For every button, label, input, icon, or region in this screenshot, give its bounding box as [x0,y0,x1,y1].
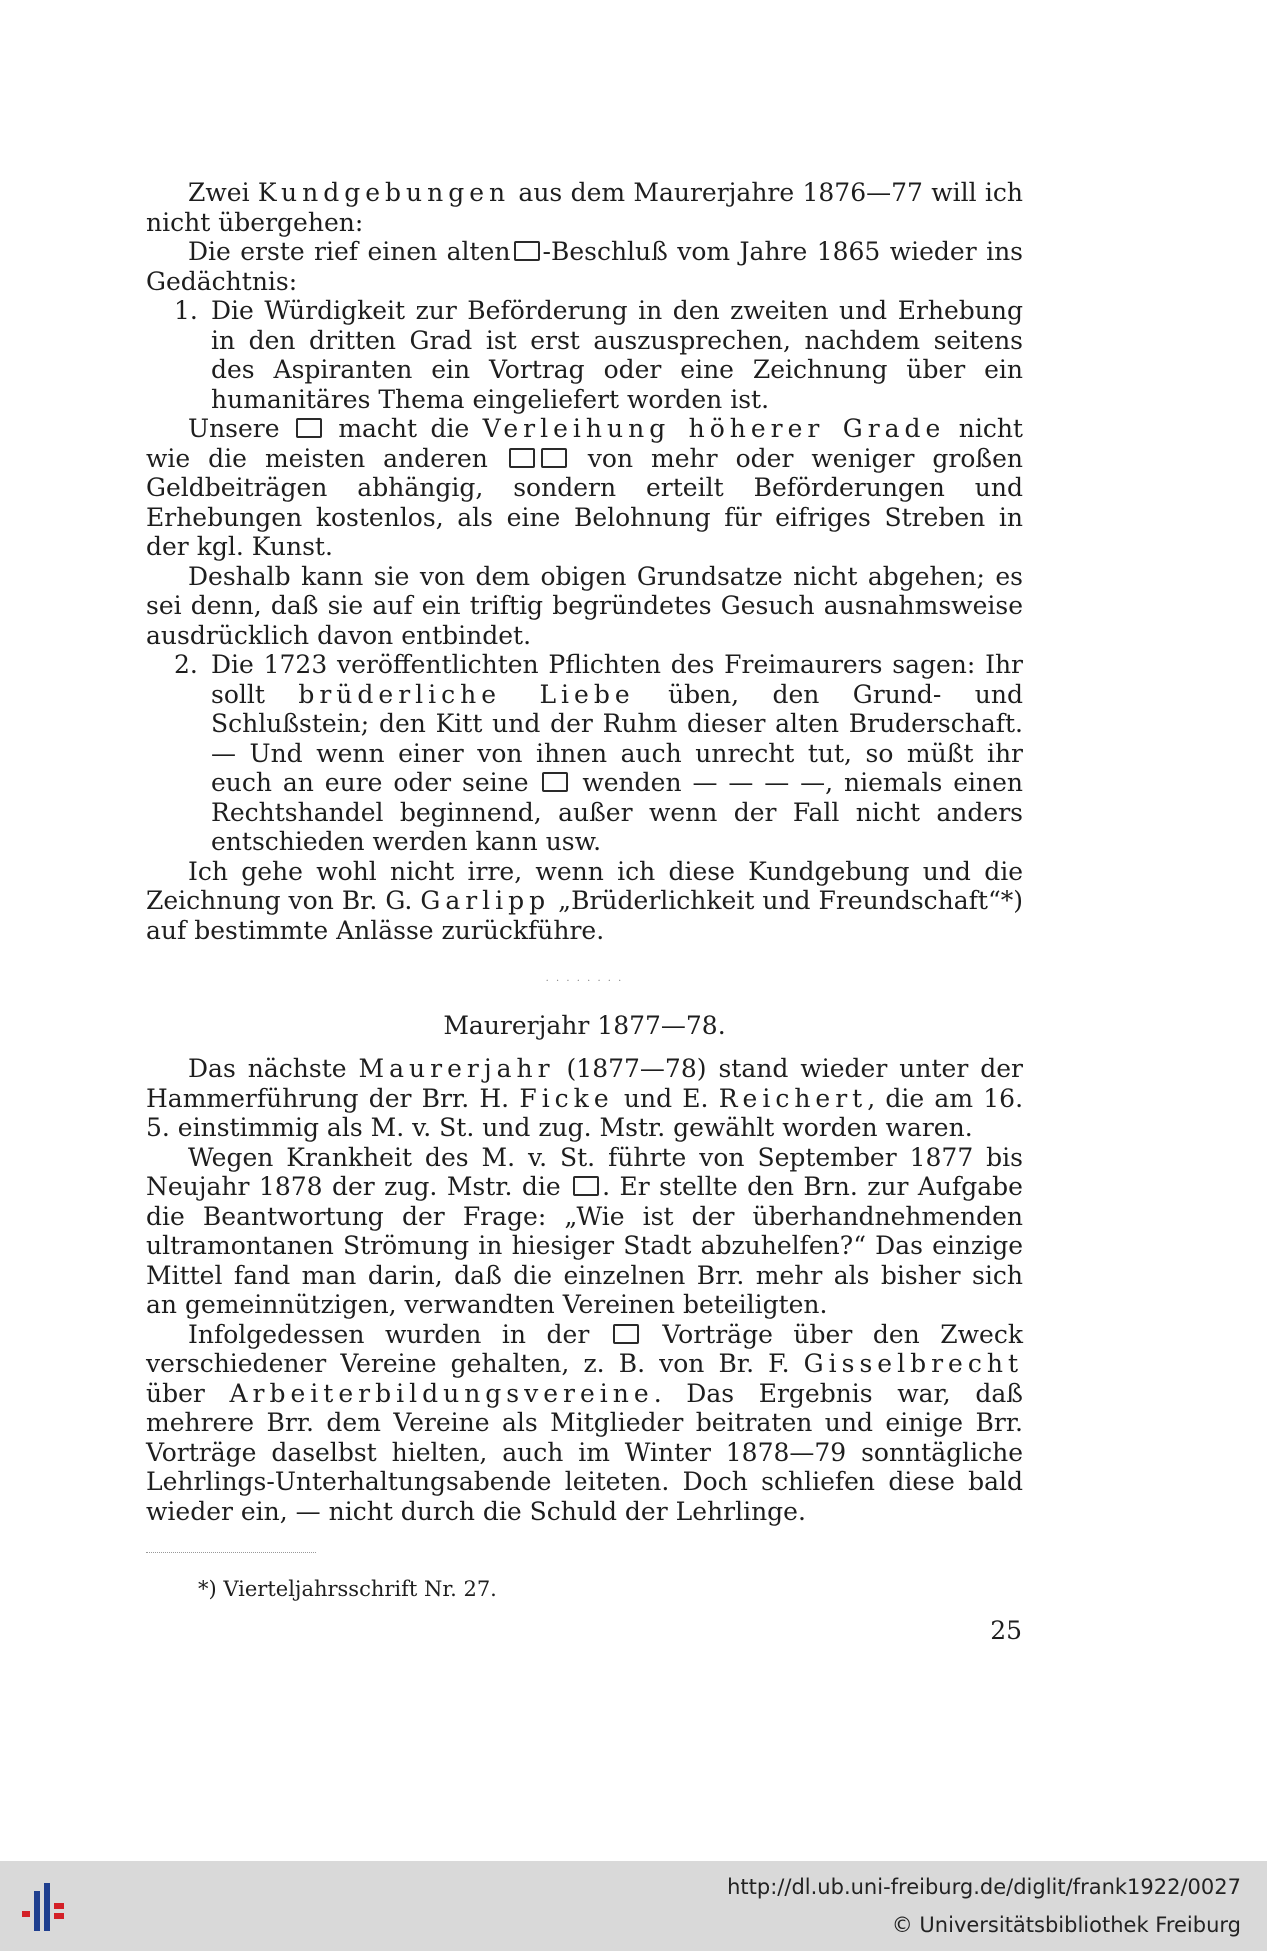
source-url-link[interactable]: http://dl.ub.uni-freiburg.de/diglit/frank1922/0027 [727,1875,1241,1899]
numbered-item-1: 1. Die Würdigkeit zur Beförderung in den zweiten und Erhebung in den dritten Grad ist erst auszusprechen, nachdem seitens des Aspiranten ein Vortrag oder eine Zeichnung über ein humanitäres Thema eingeliefert worden ist. [174,296,1023,414]
lodge-symbol [613,1324,639,1344]
item-number: 1. [174,296,198,325]
footer-bar [0,1861,1267,1951]
body-text [146,178,1023,1605]
footnote: *) Vierteljahrsschrift Nr. 27. [198,1577,497,1601]
paragraph: Zwei Kundgebungen aus dem Maurerjahre 1876—77 will ich nicht übergehen: [146,178,1023,237]
paragraph: Deshalb kann sie von dem obigen Grundsatze nicht abgehen; es sei denn, daß sie auf ein triftig begründetes Gesuch ausnahmsweise ausdrücklich davon entbindet. [146,561,1023,650]
lodge-symbol [573,1176,599,1196]
copyright-text: © Universitätsbibliothek Freiburg [891,1913,1241,1937]
paragraph: Infolgedessen wurden in der Vorträge über den Zweck verschiedener Vereine gehalten, z. B. von Br. F. Gisselbrecht über Arbeiterbildungsvereine. Das Ergebnis war, daß mehrere Brr. dem Vereine als Mitglieder beitraten und einige Brr. Vorträge daselbst hielten, auch im Winter 1878—79 sonntägliche Lehrlings-Unterhaltungsabende leiteten. Doch schliefen diese bald wieder ein, — nicht durch die Schuld der Lehrlinge. [146,1319,1024,1526]
section-heading: Maurerjahr 1877—78. [443,1010,726,1040]
footnote-rule [146,1552,316,1553]
paragraph: Die erste rief einen alten -Beschluß vom Jahre 1865 wieder ins Gedächtnis: [146,237,1024,296]
item-number: 2. [174,650,198,679]
lodge-symbol [541,448,567,468]
library-logo-icon [18,1875,78,1935]
page-number: 25 [990,1616,1022,1645]
paragraph: Das nächste Maurerjahr (1877—78) stand wieder unter der Hammerführung der Brr. H. Ficke und E. Reichert, die am 16. 5. einstimmig als M. v. St. und zug. Mstr. gewählt worden waren. [146,1054,1024,1142]
lodge-symbol [542,772,568,792]
paragraph: Wegen Krankheit des M. v. St. führte von September 1877 bis Neujahr 1878 der zug. Mstr. die . Er stellte den Brn. zur Aufgabe die Beantwortung der Frage: „Wie ist der überhandnehmenden ultramontanen Strömung in hiesiger Stadt abzuhelfen?“ Das einzige Mittel fand man darin, daß die einzelnen Brr. mehr als bisher sich an gemeinnützigen, verwandten Vereinen beteiligten. [146,1142,1023,1319]
paragraph: Ich gehe wohl nicht irre, wenn ich diese Kundgebung und die Zeichnung von Br. G. Garlipp „Brüderlichkeit und Freundschaft“*) auf bestimmte Anlässe zurückführe. [146,856,1024,945]
paragraph: Unsere macht die Verleihung höherer Grade nicht wie die meisten anderen von mehr oder weniger großen Geldbeiträgen abhängig, sondern erteilt Beförderungen und Erhebungen kostenlos, als eine Belohnung für eifriges Streben in der kgl. Kunst. [146,414,1023,561]
numbered-item-2: 2. Die 1723 veröffentlichten Pflichten des Freimaurers sagen: Ihr sollt brüderliche Liebe üben, den Grund- und Schlußstein; den Kitt und der Ruhm dieser alten Bruderschaft. — Und wenn einer von ihnen auch unrecht tut, so müßt ihr euch an eure oder seine wenden — — — —, niemals einen Rechtshandel beginnend, außer wenn der Fall nicht anders entschieden werden kann usw. [174,650,1024,856]
section-divider: · · · · · · · · [545,976,624,987]
lodge-symbol [509,448,535,468]
lodge-symbol [514,241,540,261]
lodge-symbol [296,418,322,438]
